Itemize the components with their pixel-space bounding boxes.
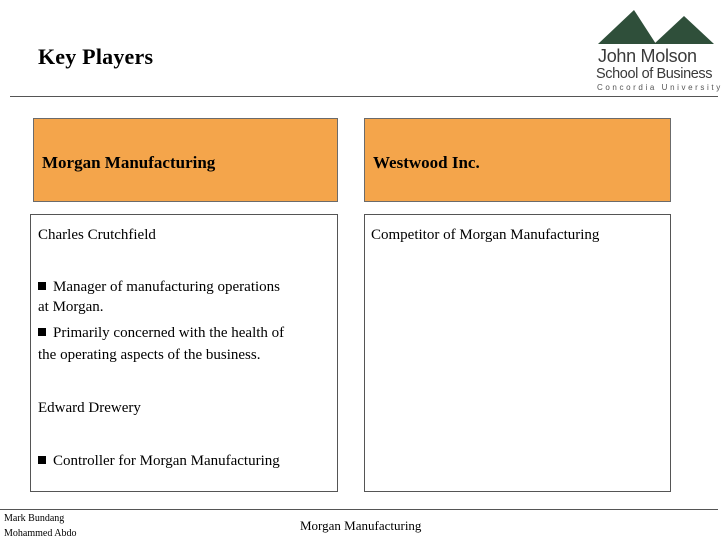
footer-divider: [0, 509, 718, 510]
bullet-item: [38, 324, 284, 342]
logo-line1: John Molson: [598, 46, 697, 66]
description-text: Competitor of Morgan Manufacturing: [371, 227, 600, 243]
right-column-header: [364, 118, 671, 202]
bullet-text: Primarily concerned with the health of: [53, 325, 285, 341]
square-bullet-icon: [38, 456, 46, 464]
footer-authors: [4, 511, 77, 541]
author-name: Mohammed Abdo: [4, 528, 77, 539]
left-content-box: [30, 214, 338, 492]
title-divider: [10, 96, 718, 97]
right-content-box: [364, 214, 671, 492]
bullet-item: [38, 452, 280, 470]
logo-line2: School of Business: [596, 66, 713, 82]
bullet-text: Controller for Morgan Manufacturing: [53, 453, 280, 469]
left-column-header: [33, 118, 338, 202]
author-name: Mark Bundang: [4, 513, 65, 524]
slide-title: Key Players: [38, 44, 154, 69]
continuation-text: the operating aspects of the business.: [38, 347, 261, 363]
left-header-label: Morgan Manufacturing: [42, 153, 216, 172]
continuation-text: at Morgan.: [38, 299, 104, 315]
square-bullet-icon: [38, 282, 46, 290]
school-logo: [594, 8, 723, 94]
bullet-item: [38, 278, 280, 296]
right-header-label: Westwood Inc.: [373, 153, 480, 172]
person-name: Charles Crutchfield: [38, 227, 156, 243]
logo-graphic-icon: [596, 8, 716, 44]
square-bullet-icon: [38, 328, 46, 336]
bullet-text: Manager of manufacturing operations: [53, 279, 280, 295]
logo-line3: Concordia University: [597, 83, 723, 92]
person-name: Edward Drewery: [38, 400, 141, 416]
footer-title: Morgan Manufacturing: [300, 518, 422, 533]
